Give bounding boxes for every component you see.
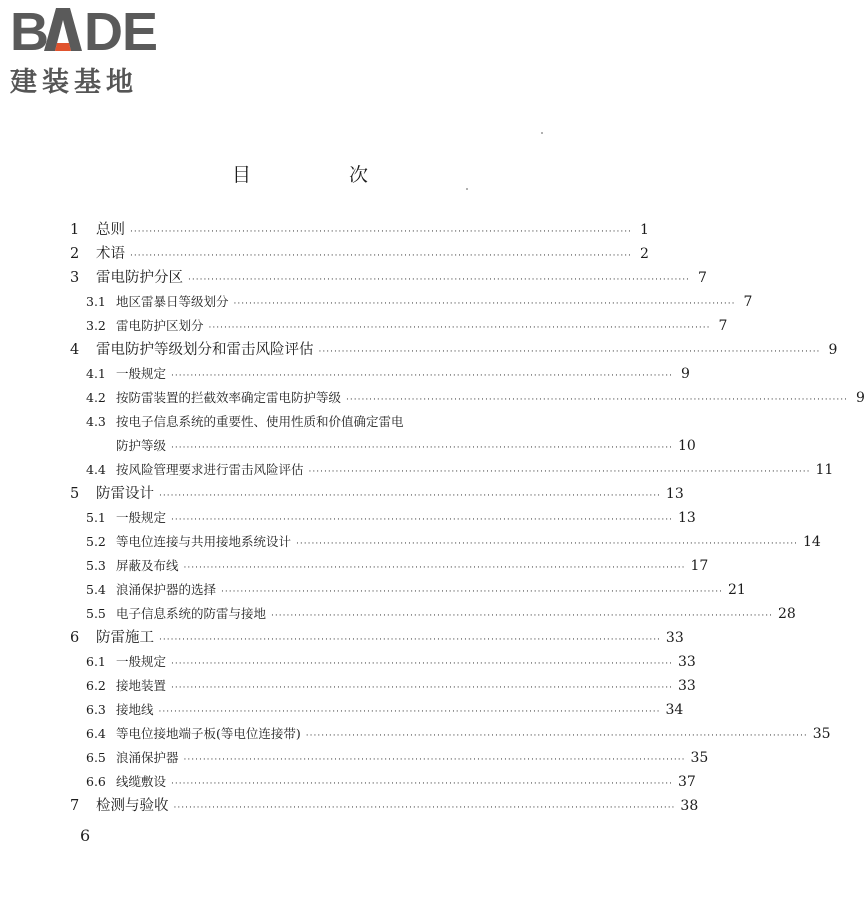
toc-entry [66, 698, 684, 722]
toc-page: 9 [828, 342, 838, 358]
toc-page: 9 [856, 390, 865, 406]
toc-title: 屏蔽及布线 [116, 558, 179, 573]
toc-page: 33 [677, 654, 696, 670]
toc-number: 4.2 [86, 390, 106, 405]
toc-title: 电子信息系统的防雷与接地 [116, 606, 267, 621]
toc-entry [66, 314, 728, 338]
toc-entry [66, 674, 696, 698]
toc-entry [66, 530, 821, 554]
toc-title: 雷电防护区划分 [116, 318, 204, 333]
toc-page: 13 [665, 486, 684, 502]
toc-entry [66, 458, 834, 482]
toc-number: 6.2 [86, 678, 106, 693]
toc-number: 3.2 [86, 318, 106, 333]
toc-title: 检测与验收 [96, 798, 169, 814]
toc-title: 术语 [96, 246, 125, 262]
toc-page: 1 [640, 222, 649, 238]
toc-number: 6 [70, 630, 80, 646]
toc-entry [66, 626, 684, 650]
page-title: 目 次 [231, 164, 415, 186]
bade-logo-mark [10, 2, 180, 62]
toc-title: 等电位接地端子板(等电位连接带) [116, 726, 301, 741]
dot-leader: ·································································································································· [346, 395, 848, 405]
toc-title: 按防雷装置的拦截效率确定雷电防护等级 [116, 390, 342, 405]
toc-title: 浪涌保护器 [116, 750, 179, 765]
toc-number: 2 [70, 246, 80, 262]
toc-entry [66, 794, 699, 818]
dot-leader: ·································································································································· [159, 491, 661, 501]
dot-leader: ·································································································································· [233, 299, 736, 309]
toc-entry [66, 770, 696, 794]
toc-entry [66, 722, 831, 746]
toc-page: 37 [677, 774, 696, 790]
toc-entry [66, 290, 753, 314]
toc-entry [66, 506, 696, 530]
scan-speck [541, 132, 543, 134]
toc-number: 6.3 [86, 702, 106, 717]
svg-text:DE: DE [84, 2, 158, 62]
toc-number: 5.3 [86, 558, 106, 573]
toc-title: 防雷设计 [96, 486, 154, 502]
dot-leader: ·································································································································· [296, 539, 798, 549]
toc-page: 11 [815, 462, 834, 478]
toc-page: 7 [698, 270, 707, 286]
dot-leader: ·································································································································· [158, 707, 661, 717]
toc-page: 35 [812, 726, 831, 742]
toc-number: 5.4 [86, 582, 106, 597]
toc-number: 5.2 [86, 534, 106, 549]
toc-page: 35 [690, 750, 709, 766]
toc-number: 6.6 [86, 774, 106, 789]
bade-logo [10, 2, 180, 98]
toc-title: 接地装置 [116, 678, 167, 693]
toc-title: 等电位连接与共用接地系统设计 [116, 534, 292, 549]
logo-subtitle: 建装基地 [10, 67, 138, 98]
toc-page: 28 [777, 606, 796, 622]
dot-leader: ·································································································································· [173, 803, 676, 813]
toc-page: 13 [677, 510, 696, 526]
toc-page: 9 [681, 366, 690, 382]
dot-leader: ·································································································································· [171, 659, 673, 669]
toc-title: 地区雷暴日等级划分 [116, 294, 229, 309]
toc-page: 38 [680, 798, 699, 814]
logo-a-glyph [44, 8, 82, 51]
toc-entry [66, 338, 838, 362]
toc-page: 17 [690, 558, 709, 574]
toc-title: 总则 [96, 222, 125, 238]
toc-page: 7 [743, 294, 753, 310]
toc-page: 10 [677, 438, 696, 454]
toc-page: 33 [665, 630, 684, 646]
dot-leader: ·································································································································· [318, 347, 821, 357]
toc-entry [66, 218, 649, 242]
toc-number: 6.5 [86, 750, 106, 765]
toc-page: 14 [802, 534, 821, 550]
toc-entry [66, 578, 746, 602]
toc-page: 7 [718, 318, 728, 334]
dot-leader: ·································································································································· [271, 611, 773, 621]
toc-title: 雷电防护等级划分和雷击风险评估 [96, 342, 314, 358]
dot-leader: ·································································································································· [159, 635, 661, 645]
toc-number: 6.1 [86, 654, 106, 669]
dot-leader: ·································································································································· [130, 227, 632, 237]
toc-number: 6.4 [86, 726, 106, 741]
toc-entry [66, 266, 707, 290]
dot-leader: ·································································································································· [171, 779, 673, 789]
svg-text:B: B [10, 2, 48, 62]
dot-leader: ·································································································································· [171, 371, 673, 381]
dot-leader: ·································································································································· [188, 275, 690, 285]
toc-title: 接地线 [116, 702, 154, 717]
dot-leader: ·································································································································· [305, 731, 808, 741]
dot-leader: ·································································································································· [130, 251, 632, 261]
toc-title: 防雷施工 [96, 630, 154, 646]
toc-title: 线缆敷设 [116, 774, 167, 789]
toc-entry [66, 242, 649, 266]
toc-number: 4.4 [86, 462, 106, 477]
dot-leader: ·································································································································· [171, 515, 673, 525]
toc-number: 4.1 [86, 366, 106, 381]
toc-entry [66, 602, 796, 626]
toc-number: 5.5 [86, 606, 106, 621]
toc-title: 按风险管理要求进行雷击风险评估 [116, 462, 304, 477]
dot-leader: ·································································································································· [171, 443, 673, 453]
toc-page: 2 [640, 246, 649, 262]
toc-page: 33 [677, 678, 696, 694]
dot-leader: ·································································································································· [171, 683, 673, 693]
toc-entry [66, 650, 696, 674]
scan-speck [466, 188, 468, 190]
toc-entry [66, 554, 709, 578]
toc-number: 1 [70, 222, 80, 238]
dot-leader: ·································································································································· [308, 467, 811, 477]
toc-number: 7 [70, 798, 80, 814]
toc-title: 雷电防护分区 [96, 270, 183, 286]
toc-title: 浪涌保护器的选择 [116, 582, 217, 597]
toc-title: 按电子信息系统的重要性、使用性质和价值确定雷电 [116, 414, 404, 429]
toc-number: 4 [70, 342, 80, 358]
toc-entry [66, 410, 696, 458]
toc-title: 一般规定 [116, 366, 167, 381]
dot-leader: ·································································································································· [183, 755, 686, 765]
dot-leader: ·································································································································· [221, 587, 723, 597]
toc-title: 一般规定 [116, 510, 167, 525]
toc-title-continuation: 防护等级 [116, 438, 167, 453]
table-of-contents [66, 218, 865, 818]
toc-entry [66, 746, 709, 770]
toc-page: 21 [727, 582, 746, 598]
toc-number: 3.1 [86, 294, 106, 309]
toc-number: 5.1 [86, 510, 106, 525]
toc-number: 5 [70, 486, 80, 502]
toc-entry [66, 482, 684, 506]
toc-entry [66, 362, 690, 386]
toc-page: 34 [665, 702, 684, 718]
toc-number: 3 [70, 270, 80, 286]
toc-number: 4.3 [86, 414, 106, 429]
dot-leader: ·································································································································· [183, 563, 686, 573]
dot-leader: ·································································································································· [208, 323, 711, 333]
page-number: 6 [80, 826, 91, 845]
toc-title: 一般规定 [116, 654, 167, 669]
toc-entry [66, 386, 865, 410]
